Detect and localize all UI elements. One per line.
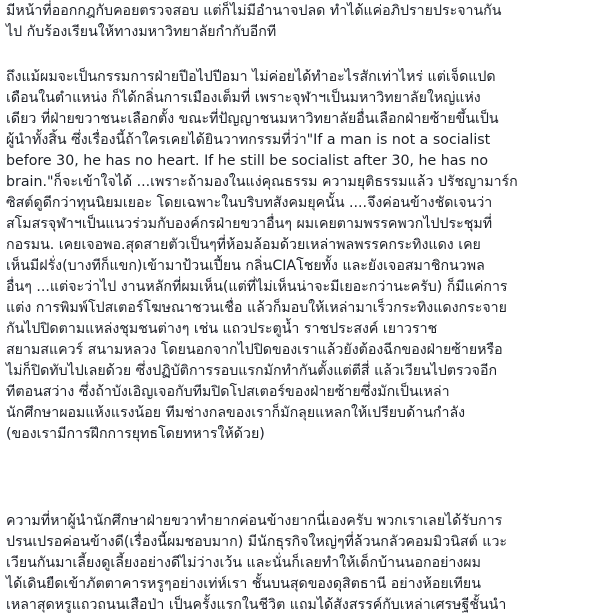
text-line: กันไปปิดตามแหล่งชุมชนต่างๆ เช่น แถวประตูน้ำ ราชประสงค์ เยาวราช <box>6 321 438 337</box>
text-line: ผู้นำทั้งสิ้น ซึ่งเรื่องนี้ถ้าใครเคยได้ยินวาทกรรมที่ว่า"If a man is not a socialist <box>6 132 491 148</box>
text-line: ทีตอนสว่าง ซึ่งถ้าบังเอิญเจอกับทีมปิดโปสเตอร์ของฝ่ายซ้ายซึ่งมักเป็นเหล่า <box>6 384 450 400</box>
text-line: brain."ก็จะเข้าใจได้ ...เพราะถ้ามองในแง่คุณธรรม ความยุติธรรมแล้ว ปรัชญามาร์ก <box>6 174 518 190</box>
text-line: ไป กับร้องเรียนให้ทางมหาวิทยาลัยกำกับอีกที <box>6 24 277 40</box>
text-line: เวียนกันมาเลี้ยงดูเลี้ยงอย่างดีไม่ว่างเว้น และนั่นก็เลยทำให้เด็กบ้านนอกอย่างผม <box>6 555 481 571</box>
text-line: แต่ง การพิมพ์โปสเตอร์โฆษณาชวนเชื่อ แล้วก็มอบให้เหล่ามาเร็วกระทิงแดงกระจาย <box>6 300 507 316</box>
paragraph-2 <box>6 67 602 445</box>
text-line: สโมสรจุฬาฯเป็นแนวร่วมกับองค์กรฝ่ายขวาอื่นๆ ผมเคยตามพรรคพวกไปประชุมที่ <box>6 216 493 232</box>
text-line: เหลาสุดหรูแถวถนนเสือป่า เป็นครั้งแรกในชีวิต แถมได้สังสรรค์กับเหล่าเศรษฐีชั้นนำ <box>6 597 507 613</box>
text-line: ได้เดินยืดเข้าภัตตาคารหรูๆอย่างเท่ห์เรา ชั้นบนสุดของดุสิตธานี อย่างห้อยเทียน <box>6 576 481 592</box>
text-line: ปรนเปรอค่อนข้างดี(เรื่องนี้ผมชอบมาก) มีนักธุรกิจใหญ่ๆที่ล้วนกลัวคอมมิวนิสต์ แวะ <box>6 534 508 550</box>
text-line: before 30, he has no heart. If he still be socialist after 30, he has no <box>6 153 489 169</box>
text-line: กอรมน. เคยเจอพอ.สุดสายตัวเป็นๆที่ห้อมล้อมด้วยเหล่าพลพรรคกระทิงแดง เคย <box>6 237 481 253</box>
paragraph-1 <box>6 1 602 43</box>
text-line: ไม่ก็ปิดทับไปเลยด้วย ซึ่งปฏิบัติการรอบแรกมักทำกันตั้งแต่ตีสี่ แล้วเวียนไปตรวจอีก <box>6 363 498 379</box>
text-line: เดือนในตำแหน่ง ก็ได้กลิ่นการเมืองเต็มที่ เพราะจุฬาฯเป็นมหาวิทยาลัยใหญ่แห่ง <box>6 90 481 106</box>
text-line: เดียว ที่ฝ่ายขวาชนะเลือกตั้ง ขณะที่ปัญญาชนมหาวิทยาลัยอื่นเลือกฝ่ายซ้ายขึ้นเป็น <box>6 111 499 127</box>
text-line: นักศึกษาผอมแห้งแรงน้อย ทีมช่างกลของเราก็มักลุยแหลกให้เปรียบด้านกำลัง <box>6 405 466 421</box>
paragraph-3 <box>6 511 602 616</box>
text-line: สยามสแควร์ สนามหลวง โดยนอกจากไปปิดของเราแล้วยังต้องฉีกของฝ่ายซ้ายหรือ <box>6 342 503 358</box>
text-line: ซิสต์ดูดีกว่าทุนนิยมเยอะ โดยเฉพาะในบริบทสังคมยุคนั้น ....จึงค่อนข้างชัดเจนว่า <box>6 195 493 211</box>
text-line: อื่นๆ ...แต่จะว่าไป งานหลักที่ผมเห็น(แต่ที่ไม่เห็นน่าจะมีเยอะกว่านะครับ) ก็มีแค่การ <box>6 279 508 295</box>
text-line: (ของเรามีการฝึกการยุทธโดยทหารให้ด้วย) <box>6 426 265 442</box>
text-line: ความที่หาผู้นำนักศึกษาฝ่ายขวาทำยากค่อนข้างยากนี่เองครับ พวกเราเลยได้รับการ <box>6 513 503 529</box>
text-line: เห็นมีฝรั่ง(บางทีก็แขก)เข้ามาป้วนเปี้ยน กลิ่นCIAโชยทั้ง และยังเจอสมาชิกนวพล <box>6 258 485 274</box>
text-line: มีหน้าที่ออกกฎกับคอยตรวจสอบ แต่ก็ไม่มีอำนาจปลด ทำได้แค่อภิปรายประจานกัน <box>6 3 502 19</box>
text-line: ถึงแม้ผมจะเป็นกรรมการฝ่ายปีอไปปีอมา ไม่ค่อยได้ทำอะไรสักเท่าไหร่ แต่เจ็ดแปด <box>6 69 496 85</box>
